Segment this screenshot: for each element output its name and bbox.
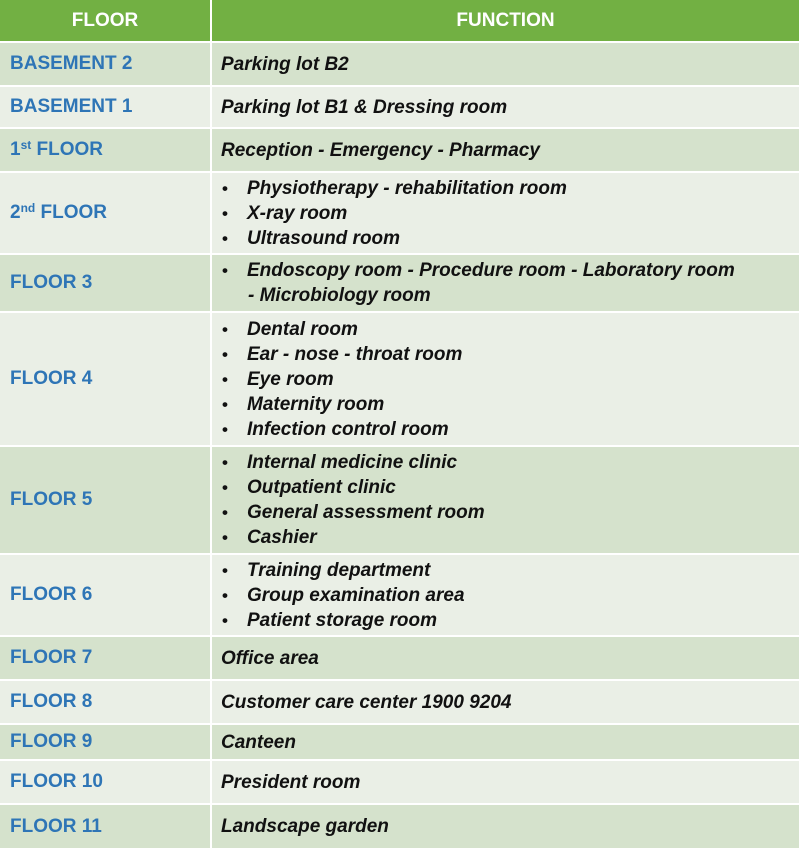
floor-label: FLOOR 3 [0,254,211,312]
floor-label: FLOOR 4 [0,312,211,446]
floor-ordinal-suffix: nd [20,201,36,215]
list-item-continuation: - Microbiology room [248,285,431,306]
function-text: Office area [211,636,800,680]
floor-column-header: FLOOR [0,0,211,42]
list-item: • Eye room [221,367,791,392]
floor-word: FLOOR [31,139,104,160]
floor-label: BASEMENT 1 [0,86,211,128]
table-row-floor-3 [0,254,800,312]
list-item: • General assessment room [221,500,791,525]
header-row [0,0,800,42]
table-row-floor-1 [0,128,800,172]
function-list [221,317,791,442]
function-text: Parking lot B1 & Dressing room [211,86,800,128]
list-item: • Outpatient clinic [221,475,791,500]
function-list-cell [211,254,800,312]
floor-label: BASEMENT 2 [0,42,211,86]
list-item: • Ultrasound room [221,226,791,251]
table-row-floor-7 [0,636,800,680]
function-text: Landscape garden [211,804,800,848]
floor-number: 1 [10,139,21,160]
table-row-floor-6 [0,554,800,636]
function-column-header: FUNCTION [211,0,800,42]
list-item: • Endoscopy room - Procedure room - Laboratory room [221,258,791,283]
table-row-floor-4 [0,312,800,446]
table-row-floor-11 [0,804,800,848]
floor-label: FLOOR 10 [0,760,211,804]
table-row-floor-9 [0,724,800,760]
function-text: Canteen [211,724,800,760]
function-list [221,450,791,550]
floor-label: FLOOR 9 [0,724,211,760]
table-row-floor-8 [0,680,800,724]
list-item: • X-ray room [221,201,791,226]
function-list-cell [211,554,800,636]
list-item: • Dental room [221,317,791,342]
list-item: • Maternity room [221,392,791,417]
table-row-floor-10 [0,760,800,804]
function-list [221,258,791,308]
function-list-cell [211,446,800,554]
list-item: • Training department [221,558,791,583]
list-item: • Infection control room [221,417,791,442]
function-list-cell [211,312,800,446]
list-item: • Physiotherapy - rehabilitation room [221,176,791,201]
table-row-floor-2 [0,172,800,254]
floor-ordinal-suffix: st [20,138,32,152]
function-text: Parking lot B2 [211,42,800,86]
floor-label [0,172,211,254]
list-item: • Cashier [221,525,791,550]
floor-label: FLOOR 6 [0,554,211,636]
function-text: Customer care center 1900 9204 [211,680,800,724]
function-text: President room [211,760,800,804]
floor-label: FLOOR 7 [0,636,211,680]
function-list [221,176,791,251]
function-list-cell [211,172,800,254]
table-row-basement-2 [0,42,800,86]
function-list [221,558,791,633]
list-item: • Group examination area [221,583,791,608]
floor-label [0,128,211,172]
table-row-basement-1 [0,86,800,128]
list-item: • Internal medicine clinic [221,450,791,475]
floor-label: FLOOR 5 [0,446,211,554]
function-text: Reception - Emergency - Pharmacy [211,128,800,172]
floor-number: 2 [10,202,21,223]
floor-label: FLOOR 8 [0,680,211,724]
list-item: • Patient storage room [221,608,791,633]
floor-word: FLOOR [35,202,108,223]
table-row-floor-5 [0,446,800,554]
floor-label: FLOOR 11 [0,804,211,848]
list-item: • Ear - nose - throat room [221,342,791,367]
